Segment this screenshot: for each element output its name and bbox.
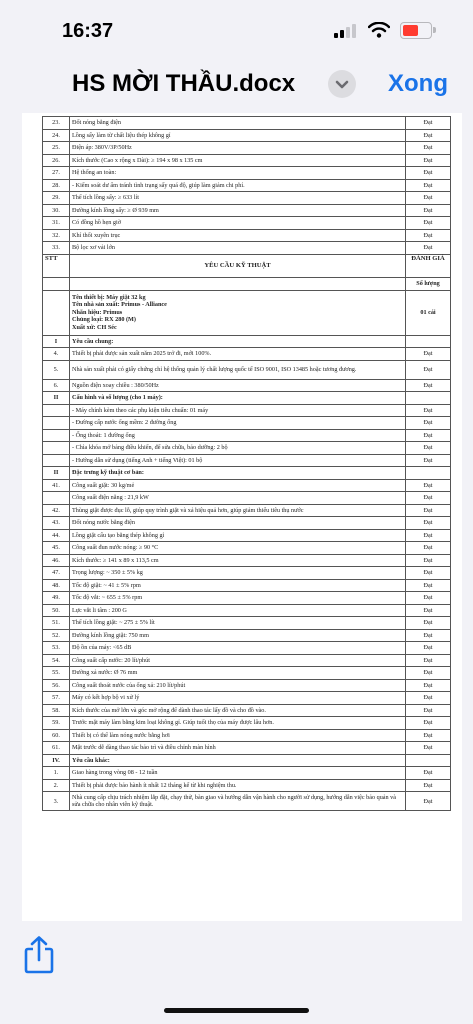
row-description: Đường kính lồng giặt: 750 mm — [70, 629, 406, 642]
row-description: Kích thước: ≥ 141 x 89 x 113,5 cm — [70, 554, 406, 567]
row-evaluation: Đạt — [406, 404, 451, 417]
table-row — [43, 429, 451, 442]
row-description: Yêu cầu chung: — [70, 335, 406, 348]
row-evaluation: Đạt — [406, 629, 451, 642]
bottom-toolbar — [0, 921, 473, 1024]
row-description: Kích thước của mở lớn và góc mở rộng để dành thao tác lấy đồ và cho đồ vào. — [70, 704, 406, 717]
row-description: Thiết bị phải được bảo hành ít nhất 12 tháng kể từ khi nghiệm thu. — [70, 779, 406, 792]
table-row — [43, 654, 451, 667]
row-evaluation: Đạt — [406, 704, 451, 717]
table-row — [43, 360, 451, 379]
row-number: 61. — [43, 742, 70, 755]
row-evaluation: Đạt — [406, 692, 451, 705]
row-evaluation — [406, 392, 451, 405]
row-number: 30. — [43, 204, 70, 217]
table-row — [43, 692, 451, 705]
table-subheader-row — [43, 277, 451, 290]
row-number: 5. — [43, 360, 70, 379]
wifi-icon — [368, 22, 390, 38]
done-button[interactable]: Xong — [388, 70, 448, 97]
row-description: Công suất thoát nước của ống xả: 210 lít/phút — [70, 679, 406, 692]
row-number: 27. — [43, 167, 70, 180]
row-description: Độ ồn của máy: <65 dB — [70, 642, 406, 655]
row-evaluation — [406, 335, 451, 348]
row-description: Yêu cầu khác: — [70, 754, 406, 767]
table-row — [43, 404, 451, 417]
row-evaluation: Đạt — [406, 204, 451, 217]
row-evaluation: Đạt — [406, 617, 451, 630]
table-row — [43, 442, 451, 455]
row-description: Tốc độ vắt: ~ 655 ± 5% rpm — [70, 592, 406, 605]
row-number: 28. — [43, 179, 70, 192]
row-evaluation: Đạt — [406, 142, 451, 155]
status-bar — [0, 0, 473, 60]
row-number: 31. — [43, 217, 70, 230]
row-description: Thiết bị có thể làm nóng nước bằng hơi — [70, 729, 406, 742]
spec-line: Xuất xứ: CH Séc — [72, 323, 117, 331]
row-number: 6. — [43, 379, 70, 392]
table-row — [43, 704, 451, 717]
row-number: 50. — [43, 604, 70, 617]
row-number: 1. — [43, 767, 70, 780]
navigation-bar — [0, 60, 473, 110]
table-row — [43, 517, 451, 530]
table-row — [43, 217, 451, 230]
row-description: Tốc độ giặt: ~ 41 ± 5% rpm — [70, 579, 406, 592]
row-number: 42. — [43, 504, 70, 517]
share-button[interactable] — [22, 935, 56, 980]
row-evaluation: Đạt — [406, 429, 451, 442]
home-indicator — [164, 1008, 309, 1013]
row-description: Lồng sấy làm từ chất liệu thép không gỉ — [70, 129, 406, 142]
table-row — [43, 467, 451, 480]
table-row — [43, 379, 451, 392]
row-number: 58. — [43, 704, 70, 717]
row-number: 49. — [43, 592, 70, 605]
table-row — [43, 742, 451, 755]
row-evaluation: Đạt — [406, 742, 451, 755]
row-evaluation: Đạt — [406, 479, 451, 492]
share-icon — [22, 935, 56, 975]
row-description: Cấu hình và số lượng (cho 1 máy): — [70, 392, 406, 405]
table-row — [43, 542, 451, 555]
table-row — [43, 179, 451, 192]
battery-icon — [400, 22, 432, 39]
row-number: 48. — [43, 579, 70, 592]
row-evaluation: Đạt — [406, 767, 451, 780]
row-evaluation: Đạt — [406, 504, 451, 517]
row-number: 60. — [43, 729, 70, 742]
row-number: 44. — [43, 529, 70, 542]
row-number: 33. — [43, 242, 70, 255]
row-description: Công suất cấp nước: 20 lít/phút — [70, 654, 406, 667]
header-quantity: Số lượng — [406, 277, 451, 290]
document-page[interactable] — [22, 113, 462, 921]
row-description: - Ống thoát: 1 đường ống — [70, 429, 406, 442]
row-evaluation: Đạt — [406, 779, 451, 792]
table-row — [43, 417, 451, 430]
row-number: 43. — [43, 517, 70, 530]
row-description: Đặc trưng kỹ thuật cơ bản: — [70, 467, 406, 480]
row-number: 23. — [43, 117, 70, 130]
row-description: Đốt nóng nước bằng điện — [70, 517, 406, 530]
row-number: 26. — [43, 154, 70, 167]
table-row — [43, 642, 451, 655]
row-evaluation: Đạt — [406, 642, 451, 655]
row-description: Máy có kết hợp bộ vi xử lý — [70, 692, 406, 705]
row-evaluation: Đạt — [406, 117, 451, 130]
row-number: 4. — [43, 348, 70, 361]
table-row — [43, 554, 451, 567]
row-evaluation: Đạt — [406, 229, 451, 242]
table-row — [43, 479, 451, 492]
row-number — [43, 454, 70, 467]
title-menu-button[interactable] — [328, 70, 356, 98]
row-description: Đường xả nước: Ø 76 mm — [70, 667, 406, 680]
table-row — [43, 629, 451, 642]
table-row — [43, 229, 451, 242]
row-number: 56. — [43, 679, 70, 692]
document-title: HS MỜI THẦU.docx — [72, 70, 296, 97]
row-description: Giao hàng trong vòng 08 - 12 tuần — [70, 767, 406, 780]
header-evaluation: ĐÁNH GIÁ — [406, 254, 451, 277]
table-row — [43, 348, 451, 361]
table-row — [43, 792, 451, 811]
row-evaluation: Đạt — [406, 442, 451, 455]
spec-line: Nhãn hiệu: Primus — [72, 308, 123, 316]
spec-line: Tên nhà sản xuất: Primus - Alliance — [72, 301, 167, 309]
row-evaluation: Đạt — [406, 579, 451, 592]
row-description: Kích thước (Cao x rộng x Dài): ≥ 194 x 98 x 135 cm — [70, 154, 406, 167]
row-evaluation — [406, 467, 451, 480]
row-number: 45. — [43, 542, 70, 555]
row-description: Đốt nóng bằng điện — [70, 117, 406, 130]
row-evaluation: Đạt — [406, 379, 451, 392]
row-description: Thiết bị phải được sản xuất năm 2025 trở đi, mới 100%. — [70, 348, 406, 361]
spec-line: Tên thiết bị: Máy giặt 32 kg — [72, 293, 146, 301]
row-description: Nhà cung cấp chịu trách nhiệm lắp đặt, chạy thử, bàn giao và hướng dẫn vận hành cho người sử dụng, hướng dẫn việc bảo quản và sửa chữa cho nhân viên kỹ thuật. — [70, 792, 406, 811]
table-row — [43, 204, 451, 217]
row-number: 51. — [43, 617, 70, 630]
status-time: 16:37 — [62, 20, 114, 42]
row-number: 57. — [43, 692, 70, 705]
row-number — [43, 442, 70, 455]
row-description: Công suất giặt: 30 kg/mẻ — [70, 479, 406, 492]
row-description: Bộ lọc xơ vải lớn — [70, 242, 406, 255]
row-evaluation: Đạt — [406, 667, 451, 680]
table-row — [43, 617, 451, 630]
row-number: 55. — [43, 667, 70, 680]
table-row — [43, 242, 451, 255]
chevron-down-icon — [328, 70, 356, 98]
row-number: 47. — [43, 567, 70, 580]
row-number: 46. — [43, 554, 70, 567]
spec-table — [42, 116, 451, 811]
row-evaluation: Đạt — [406, 679, 451, 692]
row-description: Nhà sản xuất phải có giấy chứng chỉ hệ thống quản lý chất lượng quốc tế ISO 9001, ISO 13485 hoặc tương đương. — [70, 360, 406, 379]
row-evaluation: Đạt — [406, 592, 451, 605]
row-number — [43, 417, 70, 430]
row-evaluation: Đạt — [406, 517, 451, 530]
table-row — [43, 679, 451, 692]
row-evaluation: Đạt — [406, 542, 451, 555]
row-number: II — [43, 392, 70, 405]
row-number: IV. — [43, 754, 70, 767]
table-row — [43, 667, 451, 680]
row-description: Thể tích lồng giặt: ~ 275 ± 5% lít — [70, 617, 406, 630]
row-evaluation: Đạt — [406, 792, 451, 811]
table-row — [43, 335, 451, 348]
row-description: Hệ thống an toàn: — [70, 167, 406, 180]
row-description: Thể tích lồng sấy: ≥ 633 lít — [70, 192, 406, 205]
row-evaluation: Đạt — [406, 729, 451, 742]
row-evaluation — [406, 754, 451, 767]
row-description: Khí thổi xuyên trục — [70, 229, 406, 242]
row-evaluation: Đạt — [406, 167, 451, 180]
table-row — [43, 529, 451, 542]
row-number: 32. — [43, 229, 70, 242]
table-row — [43, 492, 451, 505]
row-number — [43, 429, 70, 442]
table-row — [43, 754, 451, 767]
row-number: 53. — [43, 642, 70, 655]
spec-line: Chủng loại: RX 280 (M) — [72, 316, 136, 324]
table-row — [43, 604, 451, 617]
table-row — [43, 729, 451, 742]
row-description: - Kiểm soát dư ẩm tránh tình trạng sấy quá độ, giúp làm giảm chi phí. — [70, 179, 406, 192]
row-description: Mặt trước dễ dàng thao tác bảo trì và điều chỉnh màn hình — [70, 742, 406, 755]
row-number: I — [43, 335, 70, 348]
table-row — [43, 779, 451, 792]
row-evaluation: Đạt — [406, 717, 451, 730]
header-stt: STT — [43, 254, 70, 277]
row-description: Có đồng hồ hẹn giờ — [70, 217, 406, 230]
row-description: - Máy chính kèm theo các phụ kiện tiêu chuẩn: 01 máy — [70, 404, 406, 417]
row-number: 2. — [43, 779, 70, 792]
row-description: - Đường cấp nước ống mềm: 2 đường ống — [70, 417, 406, 430]
row-evaluation: Đạt — [406, 217, 451, 230]
row-description: Công suất điện năng : 21,9 kW — [70, 492, 406, 505]
row-evaluation: Đạt — [406, 154, 451, 167]
cellular-signal-icon — [334, 24, 356, 38]
row-evaluation: Đạt — [406, 654, 451, 667]
quantity-value: 01 cái — [406, 290, 451, 335]
row-description: Nguồn điện xoay chiều : 380/50Hz — [70, 379, 406, 392]
row-evaluation: Đạt — [406, 554, 451, 567]
table-row — [43, 142, 451, 155]
table-row — [43, 767, 451, 780]
row-evaluation: Đạt — [406, 129, 451, 142]
row-description: Đường kính lồng sấy: ≥ Ø 939 mm — [70, 204, 406, 217]
row-evaluation: Đạt — [406, 179, 451, 192]
table-row — [43, 167, 451, 180]
table-row — [43, 579, 451, 592]
row-number: 3. — [43, 792, 70, 811]
row-evaluation: Đạt — [406, 604, 451, 617]
row-number — [43, 404, 70, 417]
device-spec-row — [43, 290, 451, 335]
table-row — [43, 392, 451, 405]
header-requirements: YÊU CẦU KỸ THUẬT — [70, 254, 406, 277]
row-number: 59. — [43, 717, 70, 730]
row-description: Trọng lượng: ~ 350 ± 5% kg — [70, 567, 406, 580]
row-number: 52. — [43, 629, 70, 642]
table-row — [43, 567, 451, 580]
row-description: - Chìa khóa mở bảng điều khiển, để sửa chữa, bảo dưỡng: 2 bộ — [70, 442, 406, 455]
table-row — [43, 592, 451, 605]
row-number: 25. — [43, 142, 70, 155]
row-description: Lực vắt li tâm : 200 G — [70, 604, 406, 617]
row-number: 29. — [43, 192, 70, 205]
row-description: - Hướng dẫn sử dụng (tiếng Anh + tiếng Việt): 01 bộ — [70, 454, 406, 467]
table-row — [43, 129, 451, 142]
row-evaluation: Đạt — [406, 242, 451, 255]
row-number: 41. — [43, 479, 70, 492]
row-description: Công suất đun nước nóng: ≥ 90 °C — [70, 542, 406, 555]
row-description: Lồng giặt cấu tạo bằng thép không gỉ — [70, 529, 406, 542]
table-row — [43, 717, 451, 730]
table-row — [43, 117, 451, 130]
row-evaluation: Đạt — [406, 454, 451, 467]
row-description: Trước mặt máy làm bằng kim loại không gỉ. Giúp tuổi thọ của máy được lâu hơn. — [70, 717, 406, 730]
row-evaluation: Đạt — [406, 567, 451, 580]
table-row — [43, 504, 451, 517]
row-number — [43, 492, 70, 505]
table-row — [43, 454, 451, 467]
row-evaluation: Đạt — [406, 348, 451, 361]
row-evaluation: Đạt — [406, 417, 451, 430]
table-row — [43, 192, 451, 205]
row-evaluation: Đạt — [406, 192, 451, 205]
table-header-row — [43, 254, 451, 277]
row-number: II — [43, 467, 70, 480]
row-description: Điện áp: 380V/3P/50Hz — [70, 142, 406, 155]
table-row — [43, 154, 451, 167]
row-evaluation: Đạt — [406, 492, 451, 505]
row-evaluation: Đạt — [406, 529, 451, 542]
row-number: 24. — [43, 129, 70, 142]
row-evaluation: Đạt — [406, 360, 451, 379]
row-description: Thùng giặt được đục lỗ, giúp quy trình giặt và xả hiệu quả hơn, giúp giảm thiểu tiêu thụ nước — [70, 504, 406, 517]
row-number: 54. — [43, 654, 70, 667]
